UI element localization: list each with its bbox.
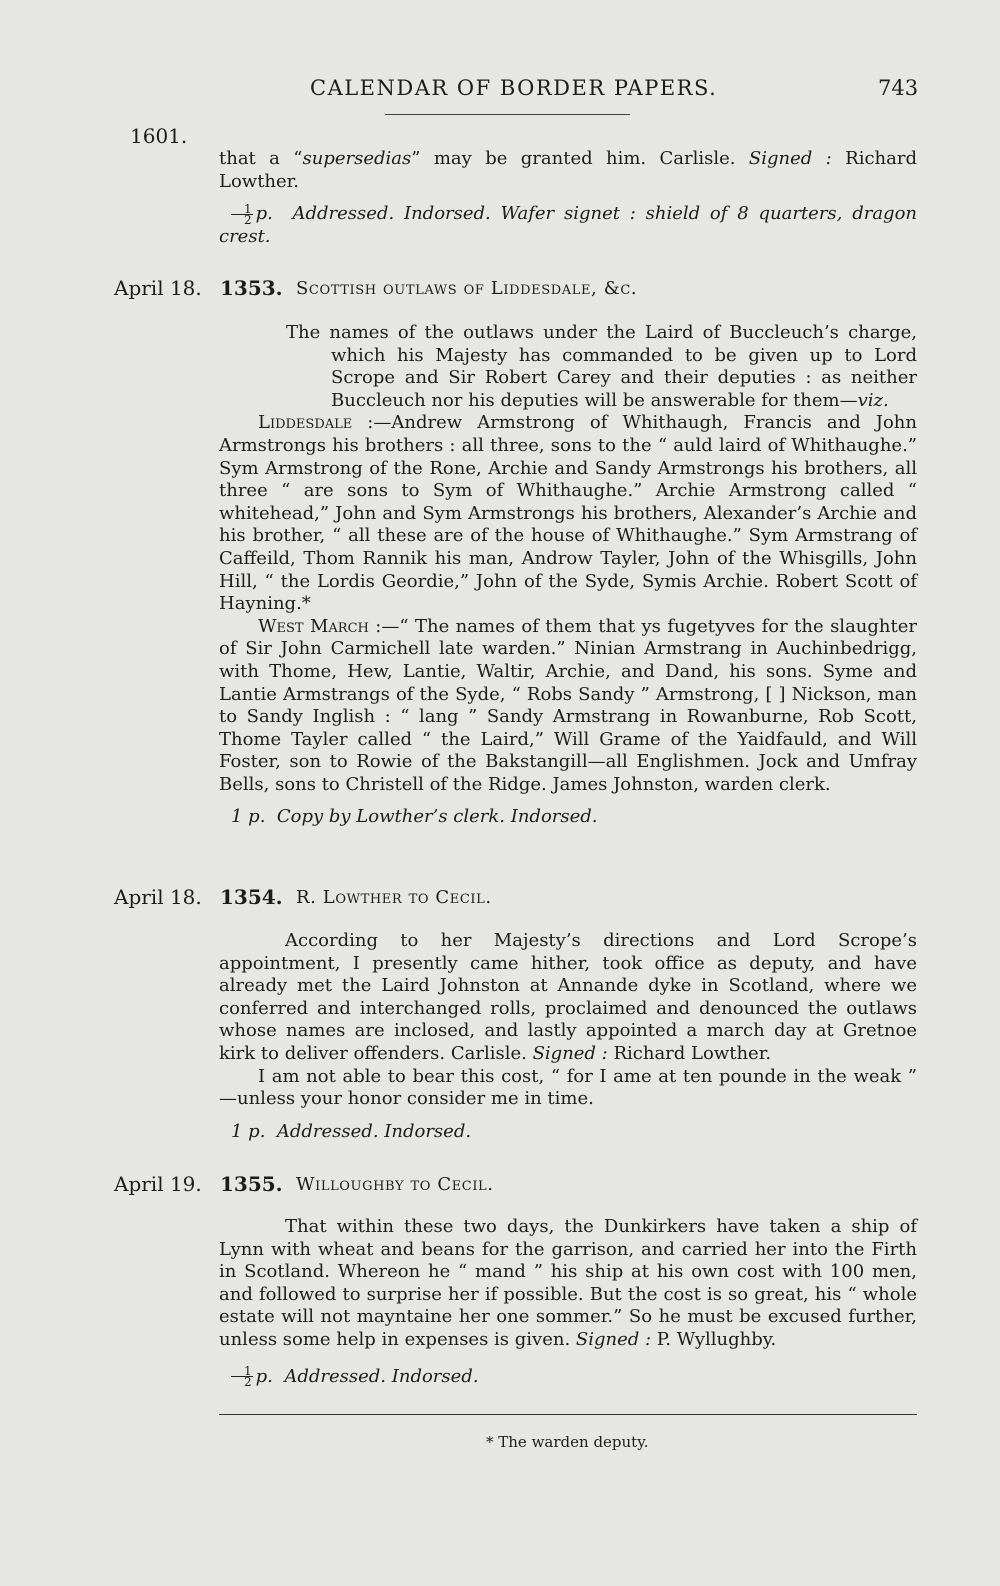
footnote: * The warden deputy.: [486, 1433, 649, 1451]
page-count: p.: [255, 203, 273, 225]
entry-title: Willoughby to Cecil.: [296, 1174, 494, 1195]
continued-text: [219, 148, 917, 193]
margin-year: 1601.: [130, 124, 188, 148]
text-segment: That within these two days, the Dunkirkers have taken a ship of Lynn with wheat and beans for the garrison, and carried her into the Firth in Scotland. Whereon he “ mand ” his ship at his own cost with 100 men, and followed to surprise her if possible. But the cost is so great, his “ whole estate will not mayntaine her one sommer.” So he must be excused further, unless some help in expenses is given.: [219, 1216, 917, 1350]
entry-title: Scottish outlaws of Liddesdale, &c.: [296, 278, 638, 299]
page-number: 743: [878, 76, 919, 100]
note-text: Copy by Lowther’s clerk. Indorsed.: [276, 806, 598, 828]
entry-paragraph: [219, 1216, 917, 1352]
fraction: [231, 1364, 253, 1390]
text-segment: —Andrew Armstrong of Whithaugh, Francis and John Armstrongs his brothers : all three, sons to the “ auld laird of Whithaughe.” Sym Armstrong of the Rone, Archie and Sandy Armstrongs his brothers, all three “ are sons to Sym of Whithaughe.” Archie Armstrong called “ whitehead,” John and Sym Armstrongs his brothers, Alexander’s Archie and his brother, “ all these are of the house of Whithaughe.” Sym Armstrang of Caffeild, Thom Rannik his man, Androw Tayler, John of the Whisgills, John Hill, “ the Lordis Geordie,” John of the Syde, Symis Archie. Robert Scott of Hayning.*: [219, 412, 917, 615]
fraction: [231, 201, 253, 227]
continued-entry: [219, 148, 917, 248]
page-count: 1 p.: [231, 806, 266, 828]
liddesdale-paragraph: [219, 412, 917, 615]
physical-note: [219, 806, 917, 829]
entry-number: 1355.: [220, 1172, 283, 1196]
section-label: West March :: [258, 615, 382, 637]
note-text: Addressed. Indorsed.: [284, 1365, 479, 1387]
entry-body: [219, 322, 917, 829]
entry-body: [219, 930, 917, 1143]
fraction-denominator: 2: [244, 212, 252, 227]
entry-date: April 18.: [114, 885, 202, 909]
westmarch-paragraph: [219, 616, 917, 797]
note-text: Addressed. Indorsed. Wafer signet : shield of 8 quarters, dragon crest.: [219, 203, 917, 247]
fraction-numerator: 1: [231, 1366, 253, 1377]
italic-term: viz.: [857, 389, 889, 411]
entry-number: 1354.: [220, 885, 283, 909]
running-title: CALENDAR OF BORDER PAPERS.: [310, 76, 718, 100]
entry-intro: [219, 322, 917, 412]
footnote-rule: [219, 1414, 917, 1415]
page-header: [0, 70, 1000, 110]
entry-date: April 18.: [114, 276, 202, 300]
physical-note: [219, 203, 917, 248]
signed-label: Signed :: [748, 148, 832, 169]
header-rule: [385, 114, 630, 115]
fraction-numerator: 1: [231, 204, 253, 215]
fraction-denominator: 2: [244, 1375, 252, 1390]
signatory: Richard Lowther.: [607, 1042, 772, 1064]
italic-term: supersedias: [302, 148, 412, 169]
signed-label: Signed :: [532, 1042, 608, 1064]
entry-number: 1353.: [220, 276, 283, 300]
physical-note: [219, 1121, 917, 1144]
page-count: 1 p.: [231, 1120, 266, 1142]
text-segment: The names of the outlaws under the Laird of Buccleuch’s charge, which his Majesty has commanded to be given up to Lord Scrope and Sir Robert Carey and their deputies : as neither Buccleuch nor his deputies will be answerable for them—: [286, 322, 917, 411]
entry-date: April 19.: [114, 1172, 202, 1196]
note-text: Addressed. Indorsed.: [276, 1120, 472, 1142]
physical-note: [219, 1366, 917, 1389]
section-label: Liddesdale :: [258, 412, 374, 434]
signatory: Richard Lowther.: [219, 148, 917, 192]
entry-paragraph: [219, 930, 917, 1066]
entry-body: [219, 1216, 917, 1388]
signatory: P. Wyllughby.: [651, 1328, 777, 1350]
entry-paragraph: I am not able to bear this cost, “ for I ame at ten pounde in the weak ” —unless your honor consider me in time.: [219, 1065, 917, 1110]
text-segment: —“ The names of them that ys fugetyves for the slaughter of Sir John Carmichell late warden.” Ninian Armstrang in Auchinbedrigg, with Thome, Hew, Lantie, Waltir, Archie, and Dand, his sons. Syme and Lantie Armstrangs of the Syde, “ Robs Sandy ” Armstrong, [ ] Nickson, man to Sandy Inglish : “ lang ” Sandy Armstrang in Rowanburne, Rob Scott, Thome Tayler called “ the Laird,” Will Grame of the Yaidfauld, and Will Foster, son to Rowie of the Bakstangill—all Englishmen. Jock and Umfray Bells, sons to Christell of the Ridge. James Johnston, warden clerk.: [219, 615, 917, 795]
text-segment: that a “: [219, 148, 303, 169]
text-segment: According to her Majesty’s directions and Lord Scrope’s appointment, I presently came hither, took office as deputy, and have already met the Laird Johnston at Annande dyke in Scotland, where we conferred and interchanged rolls, proclaimed and denounced the outlaws whose names are inclosed, and lastly appointed a march day at Gretnoe kirk to deliver offenders. Carlisle.: [219, 930, 917, 1064]
signed-label: Signed :: [575, 1328, 652, 1350]
page-count: p.: [255, 1365, 273, 1387]
entry-title: R. Lowther to Cecil.: [296, 887, 492, 908]
text-segment: ” may be granted him. Carlisle.: [411, 148, 749, 169]
